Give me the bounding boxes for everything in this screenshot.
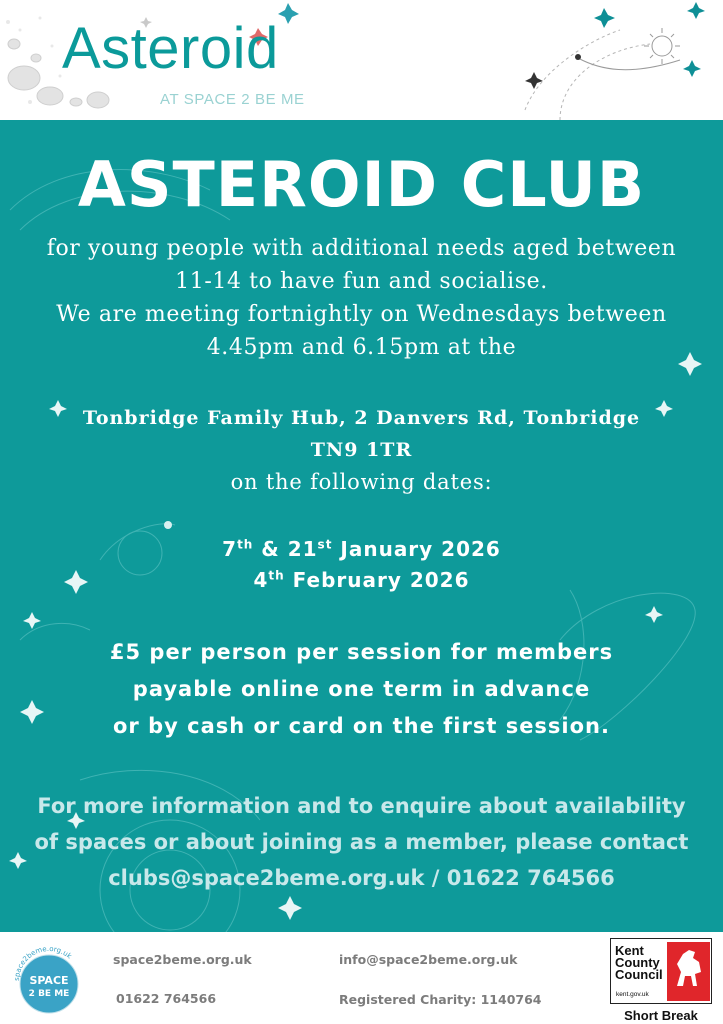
intro-line: We are meeting fortnightly on Wednesdays between [56,302,667,327]
footer [0,932,723,1024]
star-icon [594,8,615,28]
venue-address [0,402,723,466]
price-line: payable online one term in advance [132,677,591,701]
session-dates [0,534,723,596]
star-icon [278,3,299,24]
intro-line: 4.45pm and 6.15pm at the [206,335,517,360]
price-line: or by cash or card on the first session. [113,714,610,738]
contact-info [0,788,723,896]
venue-postcode: TN9 1TR [310,439,413,461]
kent-county-council-logo [610,938,712,1024]
charity-number: Registered Charity: 1140764 [339,992,542,1007]
star-icon [687,2,705,19]
logo-ring-text: space2beme.org.uk [12,944,74,982]
footer-email[interactable]: info@space2beme.org.uk [339,952,518,967]
star-icon [23,612,41,629]
intro-line: for young people with additional needs aged between [46,236,677,261]
venue-line: Tonbridge Family Hub, 2 Danvers Rd, Tonbridge [82,407,641,429]
website-link[interactable]: space2beme.org.uk [113,952,252,967]
star-icon [683,60,701,77]
short-break-badge: Short Break [624,1008,698,1023]
club-title: ASTEROID CLUB [77,148,646,221]
horse-icon [667,942,710,1001]
sun-icon [644,28,680,64]
price-info [0,634,723,745]
logo-line-1: SPACE [29,974,69,987]
star-icon [525,72,543,89]
asteroid-logo-subtitle: AT SPACE 2 BE ME [160,91,305,108]
star-icon [278,896,302,920]
header [0,0,723,120]
contact-email-phone[interactable]: clubs@space2beme.org.uk / 01622 764566 [108,866,615,890]
price-line: £5 per person per session for members [109,640,614,664]
dates-intro: on the following dates: [230,470,493,494]
date-line-february: 4th February 2026 [253,568,470,592]
kcc-name: Kent County Council [615,943,663,982]
footer-phone: 01622 764566 [116,991,217,1006]
star-icon [645,606,663,623]
main-panel [0,120,723,932]
date-line-january: 7th & 21st January 2026 [222,537,501,561]
asteroid-logo: Asteroid [62,16,279,81]
space2beme-logo [10,942,88,1020]
intro-line: 11-14 to have fun and socialise. [175,269,548,294]
kcc-url: kent.gov.uk [616,991,649,998]
intro-text [0,232,723,364]
contact-line: For more information and to enquire about availability [37,794,686,818]
kcc-box [610,938,712,1004]
logo-line-2: 2 BE ME [28,989,70,999]
contact-line: of spaces or about joining as a member, please contact [34,830,689,854]
